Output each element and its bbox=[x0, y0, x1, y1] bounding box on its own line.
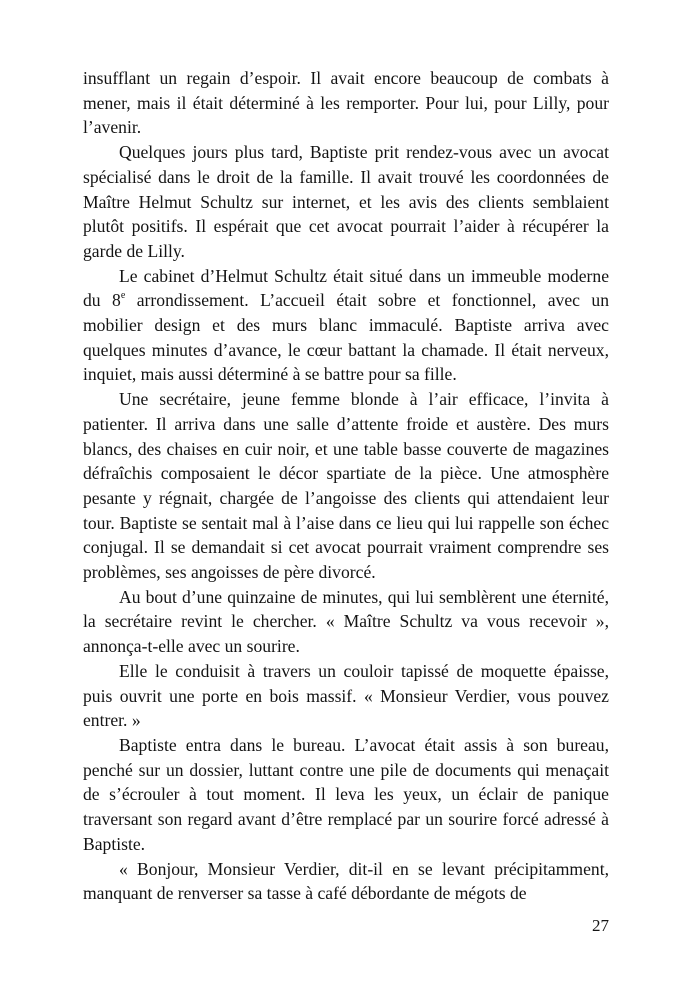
paragraph-1: insufflant un regain d’espoir. Il avait encore beaucoup de combats à mener, mais il était déterminé à les remporter. Pour lui, pour Lilly, pour l’avenir. bbox=[83, 68, 609, 138]
paragraph-3 bbox=[83, 264, 609, 388]
paragraph-2: Quelques jours plus tard, Baptiste prit rendez-vous avec un avocat spécialisé dans le droit de la famille. Il avait trouvé les coordonnées de Maître Helmut Schultz sur internet, et les avis des clients semblaient plutôt positifs. Il espérait que cet avocat pourrait l’aider à récupérer la garde de Lilly. bbox=[83, 142, 609, 261]
paragraph-7: Baptiste entra dans le bureau. L’avocat était assis à son bureau, penché sur un dossier, luttant contre une pile de documents qui menaçait de s’écrouler à tout moment. Il leva les yeux, un éclair de panique traversant son regard avant d’être remplacé par un sourire forcé adressé à Baptiste. bbox=[83, 734, 609, 854]
page-number: 27 bbox=[592, 916, 609, 935]
ordinal-superscript: e bbox=[120, 290, 126, 302]
paragraph-8: « Bonjour, Monsieur Verdier, dit-il en se levant précipitamment, manquant de renverser sa tasse à café débordante de mégots de bbox=[83, 858, 609, 904]
page-body-text bbox=[83, 66, 609, 906]
paragraph-4: Une secrétaire, jeune femme blonde à l’air efficace, l’invita à patienter. Il arriva dans une salle d’attente froide et austère. Des murs blancs, des chaises en cuir noir, et une table basse couverte de magazines défraîchis composaient le décor spartiate de la pièce. Une atmosphère pesante y régnait, chargée de l’angoisse des clients qui attendaient leur tour. Baptiste se sentait mal à l’aise dans ce lieu qui lui rappelle son échec conjugal. Il se demandait si cet avocat pourrait vraiment comprendre ses problèmes, ses angoisses de père divorcé. bbox=[83, 389, 609, 583]
paragraph-3-part-1: Le cabinet d’Helmut Schultz était situé dans un immeuble moderne du 8 bbox=[83, 265, 609, 311]
paragraph-3-part-2: arrondissement. L’accueil était sobre et fonctionnel, avec un mobilier design et des murs blanc immaculé. Baptiste arriva avec quelques minutes d’avance, le cœur battant la chamade. Il était nerveux, inquiet, mais aussi déterminé à se battre pour sa fille. bbox=[83, 290, 609, 385]
paragraph-5: Au bout d’une quinzaine de minutes, qui lui semblèrent une éternité, la secrétaire revint le chercher. « Maître Schultz va vous recevoir », annonça-t-elle avec un sourire. bbox=[83, 586, 609, 657]
paragraph-6: Elle le conduisit à travers un couloir tapissé de moquette épaisse, puis ouvrit une porte en bois massif. « Monsieur Verdier, vous pouvez entrer. » bbox=[83, 660, 609, 731]
